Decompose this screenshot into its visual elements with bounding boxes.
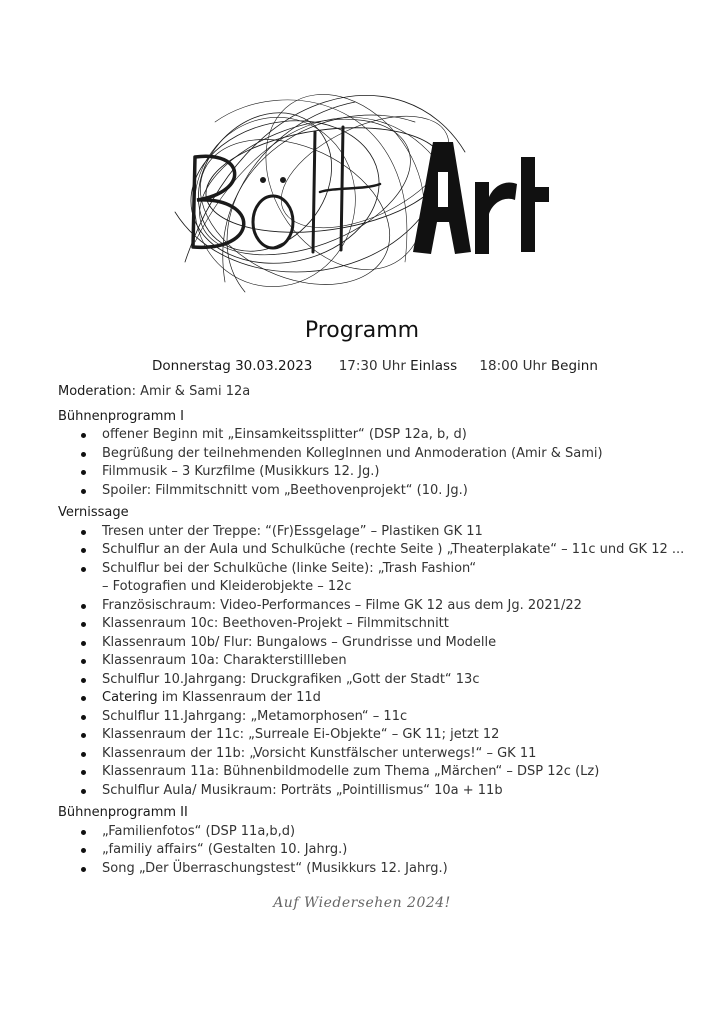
entry-time: 17:30 Uhr (338, 358, 406, 374)
section-title-buehnenprogramm-1: Bühnenprogramm I (58, 408, 184, 424)
event-dateline (152, 358, 598, 374)
program-content (58, 383, 685, 882)
list-item: „familiy affairs“ (Gestalten 10. Jahrg.) (102, 841, 678, 860)
list-item-trash-fashion (102, 560, 678, 597)
catering-text: im Klassenraum der 11d (161, 690, 321, 705)
list-item: offener Beginn mit „Einsamkeitssplitter“ (DSP 12a, b, d) (102, 426, 678, 445)
list-item: Schulflur Aula/ Musikraum: Porträts „Pointillismus“ 10a + 11b (102, 782, 678, 801)
moderation-line (58, 383, 678, 402)
list-item: Begrüßung der teilnehmenden KollegInnen und Anmoderation (Amir & Sami) (102, 445, 678, 464)
entry-label: Einlass (410, 358, 458, 374)
list-item: Schulflur 11.Jahrgang: „Metamorphosen“ – 11c (102, 708, 678, 727)
buehnenprogramm-2-list (58, 823, 678, 879)
list-item: Filmmusik – 3 Kurzfilme (Musikkurs 12. Jg.) (102, 463, 678, 482)
catering-label: Catering (102, 690, 158, 705)
list-item: Spoiler: Filmmitschnitt vom „Beethovenprojekt“ (10. Jg.) (102, 482, 678, 501)
list-item-subline: – Fotografien und Kleiderobjekte – 12c (102, 579, 352, 594)
list-item: Klassenraum 10b/ Flur: Bungalows – Grundrisse und Modelle (102, 634, 678, 653)
start-time: 18:00 Uhr (479, 358, 547, 374)
moderation-label: Moderation (58, 384, 132, 399)
boell-art-logo (165, 62, 555, 302)
list-item: Tresen unter der Treppe: “(Fr)Essgelage” – Plastiken GK 11 (102, 523, 678, 542)
list-item-text: Schulflur bei der Schulküche (linke Seite): „Trash Fashion“ (102, 560, 477, 576)
vernissage-list (58, 523, 685, 801)
list-item: Klassenraum 10c: Beethoven-Projekt – Filmmitschnitt (102, 615, 678, 634)
page-title: Programm (304, 318, 420, 343)
list-item: Klassenraum der 11c: „Surreale Ei-Objekte“ – GK 11; jetzt 12 (102, 726, 678, 745)
moderation-text: : Amir & Sami 12a (131, 384, 251, 399)
farewell-text: Auf Wiedersehen 2024! (273, 895, 451, 911)
list-item: Schulflur 10.Jahrgang: Druckgrafiken „Gott der Stadt“ 13c (102, 671, 678, 690)
event-date: Donnerstag 30.03.2023 (152, 358, 313, 374)
list-item: Schulflur an der Aula und Schulküche (rechte Seite ) „Theaterplakate“ – 11c und GK 12 ... (102, 541, 678, 560)
list-item-catering (102, 689, 678, 708)
buehnenprogramm-1-list (58, 426, 678, 500)
section-title-vernissage: Vernissage (58, 505, 129, 520)
list-item: Französischraum: Video-Performances – Filme GK 12 aus dem Jg. 2021/22 (102, 597, 678, 616)
list-item: Klassenraum 11a: Bühnenbildmodelle zum Thema „Märchen“ – DSP 12c (Lz) (102, 763, 678, 782)
list-item: Klassenraum 10a: Charakterstillleben (102, 652, 678, 671)
section-title-buehnenprogramm-2: Bühnenprogramm II (58, 805, 188, 820)
list-item: „Familienfotos“ (DSP 11a,b,d) (102, 823, 678, 842)
list-item: Song „Der Überraschungstest“ (Musikkurs 12. Jahrg.) (102, 860, 678, 879)
start-label: Beginn (550, 358, 598, 374)
list-item: Klassenraum der 11b: „Vorsicht Kunstfälscher unterwegs!“ – GK 11 (102, 745, 678, 764)
